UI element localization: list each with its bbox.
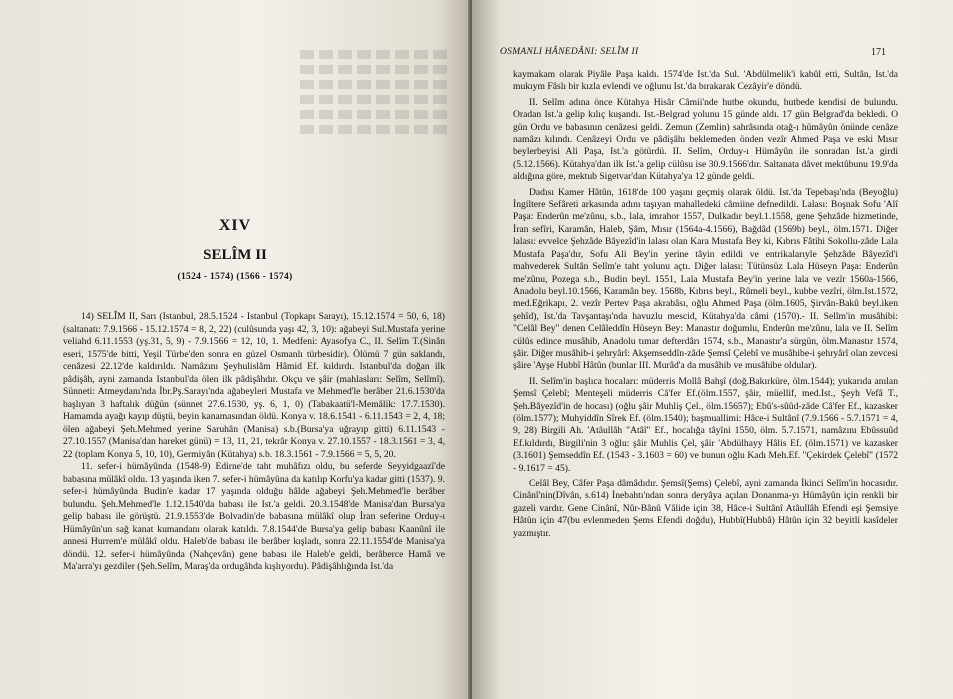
- body-paragraph: II. Selîm'in başlıca hocaları: müderris Mollâ Bahşî (doğ.Bakırküre, ölm.1544); yukarıda anılan Şemsî Çelebî; Menteşeli müderris Câ'fer Ef.(ölm.1557, şâir, müellif, med.Ist., Şeyh Vefâ T., Şeh.Bâyezîd'in de hocası) (oğlu şâir Muhliş Çel., ölm.15657); Ebû's-sûûd-zâde Câ'fer Ef., kazasker (ölm.1577); Muhyiddîn Sîrek Ef. (ölm.1540); başmuallimi: Hâce-i Sultânî (7.9.1566 - 5.7.1571 = 4, 9, 28) Birgili Ah. 'Atâullâh "Atâî" Ef., hocalığa tâyîni 1550, ölm. 5.7.1571, namâzını Ebûssuûd Ef.kıldırdı, Birgili'nin 3 oğlu: şâir Muhlis Çel, şâir 'Abdülhayy Hâlis Ef. (ölm.1571) ve kazasker (3.1601) Şemseddîn Ef. (1543 - 3.1603 = 60) ve bunun oğlu Kadı Meh.Ef. "Çekirdek Çelebî" (1572 - 9.1617 = 45).: [513, 375, 898, 474]
- left-page-body: [63, 311, 445, 574]
- body-paragraph: II. Selîm adına önce Kütahya Hisâr Câmii'nde hutbe okundu, hutbede kendisi de bulundu. Oradan Ist.'a gelip kılıç kuşandı. Ist.-Belgrad yolunu 15 günde aldı. 17 gün Belgrad'da bekledi. O gün Ordu ve babasının cenâzesi geldi. Zemun (Zemlin) sahrâsında otağ-ı hümâyûn önünde cenâze namâzı kılındı. Cenâzeyi Ordu ve pâdişâhı beklemeden önden vezîr Ahmed Paşa ve eski Mısır beylerbeyisi Ali Paşa, Ist.'a götürdü. II. Selîm, Orduy-ı Hümâyûn ile sonradan Ist.'a girdi (5.12.1566). Kütahya'dan ilk Ist.'a gelip cülûsu ise 30.9.1566'dır. Saltanata dâvet mektûbunu 19.9'da aldığına göre, mektub Sigetvar'dan Kütahya'ya 12 günde geldi.: [513, 96, 898, 183]
- bleed-through-text: [300, 44, 450, 154]
- body-paragraph: 11. sefer-i hümâyûnda (1548-9) Edirne'de taht muhâfızı oldu, bu seferde Seyyidgaazî'de babasına mülâkî oldu. 13 yaşında iken 7. sefer-i hümâyûna da katılıp Korfu'ya kadar gitti (1537). 9. sefer-i hümâyûnda Budin'e kadar 17 yaşında olduğu hâlde ağabeyi Şeh.Mehmed'le berâber bulundu. Şeh.Mehmed'le 1.12.1540'da babası ile Ist.'a geldi. 20.3.1548'de Manisa'dan Bursa'ya gelip babası ile görüştü. 21.9.1553'de Bolvadin'de babasına mülâkî olup İran seferine Orduy-ı Hümâyûn'un sağ kanat kumandanı olarak katıldı. 7.8.1544'de Bursa'ya gelip babası Kaanûnî ile annesi Hurrem'e mülâkî oldu. Haleb'de babası ile berâber kışladı, sonra 22.11.1554'de Manisa'ya döndü. 12. sefer-i hümâyûnda (Nahçevân) gene babası ile Haleb'e geldi, berâberce Hamâ ve Ma'arra'yı gezdiler (Şeh.Selîm, Maraş'da ordugâhda kışlıyordu). Pâdişâhlığında Ist.'da: [63, 461, 445, 572]
- chapter-title: SELÎM II: [203, 247, 267, 263]
- body-paragraph: 14) SELÎM II, Sarı (Istanbul, 28.5.1524 - Istanbul (Topkapı Sarayı), 15.12.1574 = 50, 6, 18) (saltanatı: 7.9.1566 - 15.12.1574 = 8, 2, 22) (culûsunda yaşı 42, 3, 10): ağabeyi Sul.Mustafa yerine veliahd 6.11.1553 (yş.31, 5, 9) - 7.9.1566 = 12, 10, 1. Medfeni: Ayasofya C., II. Selîm T.(Sinân eseri, 1575'de bitti, Yeşil Türbe'den sonra en güzel Osmanlı türbesidir). Ölümü 7 gün saklandı, cenâzesi 22.12'de kaldırıldı. Namâzını Şeyhulislâm Hâmid Ef. kıldırdı. Istanbul'da doğan ilk pâdişâh, ayni zamanda Istanbul'da ölen ilk pâdişâhdır. Okçu ve şâir (mahlasları: Selîm, Selîmî). Sünneti: Atmeydanı'nda İbr.Pş.Sarayı'nda ağabeyleri Mustafa ve Mehmed'le berâber 21.6.1530'da başlıyan 3 haftalık düğün (sünnet 27.6.1530, yş. 6, 1, 0) (Tabakaatü'l-Memâlik: 17.7.1530). Hamamda ayağı kayıp düştü, beyin kanamasından öldü. Konya v. 18.6.1541 - 6.11.1543 = 2, 4, 18; ölen ağabeyi Şeh.Mehmed yerine Saruhân (Manisa) s.b.(Bursa'ya uğrayıp gitti) 6.11.1543 - 27.10.1557 (Manisa'dan hareket günü) = 13, 11, 21, tekrâr Konya v. 27.10.1557 - 18.3.1561 = 3, 4, 22 (toplam Konya 5, 10, 10), Germiyân (Kütahya) s.b. 18.3.1561 - 7.9.1566 = 5, 5, 20.: [63, 311, 445, 460]
- body-paragraph: Celâl Bey, Câfer Paşa dâmâdıdır. Şemsî(Şems) Çelebî, ayni zamanda İkinci Selîm'in hocasıdır. Cinânî'nin(Dîvân, s.614) İnebahtı'ndan sonra deryâya açılan Donanma-yı Hümâyûn için renkli bir gazeli vardır. Gene Cinânî, Nûr-Bânû Vâlide için 38, Hâce-i Sultânî Atâullâh Efendi eşi Şemsiye Hâtûn için 47(bu evlenmeden Şems Efendi doğdu), Hubbî(Hubbâ) Hâtûn için 32 beyitli kasîdeler yazmıştır.: [513, 478, 898, 539]
- chapter-number: XIV: [218, 217, 252, 234]
- chapter-dates: (1524 - 1574) (1566 - 1574): [177, 272, 293, 282]
- body-paragraph: kaymakam olarak Piyâle Paşa kaldı. 1574'de Ist.'da Sul. 'Abdülmelik'i kabûl etti, Sultân, Ist.'da mukıym Fâslı bir kızla evlendi ve oğlunu Ist.'da bırakarak Cezâyir'e döndü.: [513, 69, 898, 93]
- left-page: [0, 0, 470, 699]
- body-paragraph: Dadısı Kamer Hâtûn, 1618'de 100 yaşını geçmiş olarak öldü. Ist.'da Tepebaşı'nda (Beyoğlu) İngiltere Sefâreti arkasında adını taşıyan mahalledeki câmiine defnedildi. Lalası: Boşnak Sofu 'Alî Paşa: Enderûn me'zûnu, s.b., lala, imrahor 1557, Dulkadır beyl.1.1558, gene Şehzâde hizmetinde, İran sefîri, Karamân, Haleb, Şâm, Mısır (1564a-4.1566), Bağdâd (1569b) beyl., ölm.1571. Diğer lalası: evvelce Şehzâde Bâyezîd'in lalası olan Kara Mustafa Bey ki, Kıbrıs Fâtihi Sokollu-zâde Lala Mustafa Paşa'dır, Sofu Ali Bey'in yerine tâyin edildi ve entrikalarıyle Şehzâde Bâyezîd'i mahvederek Sultân Selîm'e taht yolunu açtı. Diğer lalası: Tütünsüz Lala Hüseyn Paşa: Enderûn me'zûnu, Pozega s.b., Budin beyl. 1551, Lala Mustafa Bey'in yerine lala ve vezîr 1560a-1566, Anadolu beyl.10.1566, Karamân bey. 1568b, Kıbrıs beyl., Rûmeli beyl., kubbe vezîri, ölm.Ist.1572, med.Eğrikapı, 2. vezîr Pertev Paşa akrabâsı, oğlu Ahmed Paşa (ölm.1605, Şirvân-Bakû beyl.iken şehîd), Ist.'da Tavşantaşı'nda havuzlu mescid, Kütahya'da câmi (1570).- II. Selîm'in musâhibi: "Celâl Bey" denen Celâleddîn Hüseyn Bey: Manastır doğumlu, Enderûn me'zûnu, lala ve II. Selîm cülûs edince musâhib, Anadolu tımar defterdârı 1574, s.b., Manastır'a sürgün, ölm.Manastır 1574, şâir. Diğer musâhib-i şehryârî: Akşemseddîn-zâde Şemsî Çelebî ve musâhibe-i şehryârî olan zevcesi şâire 'Ayşe Hubbî Hâtûn (bunlar III. Murâd'a da musâhib ve musâhibe oldular).: [513, 186, 898, 372]
- right-page-body: [513, 69, 898, 543]
- running-head: OSMANLI HÂNEDÂNI: SELÎM II: [500, 47, 639, 57]
- page-number: 171: [871, 47, 886, 58]
